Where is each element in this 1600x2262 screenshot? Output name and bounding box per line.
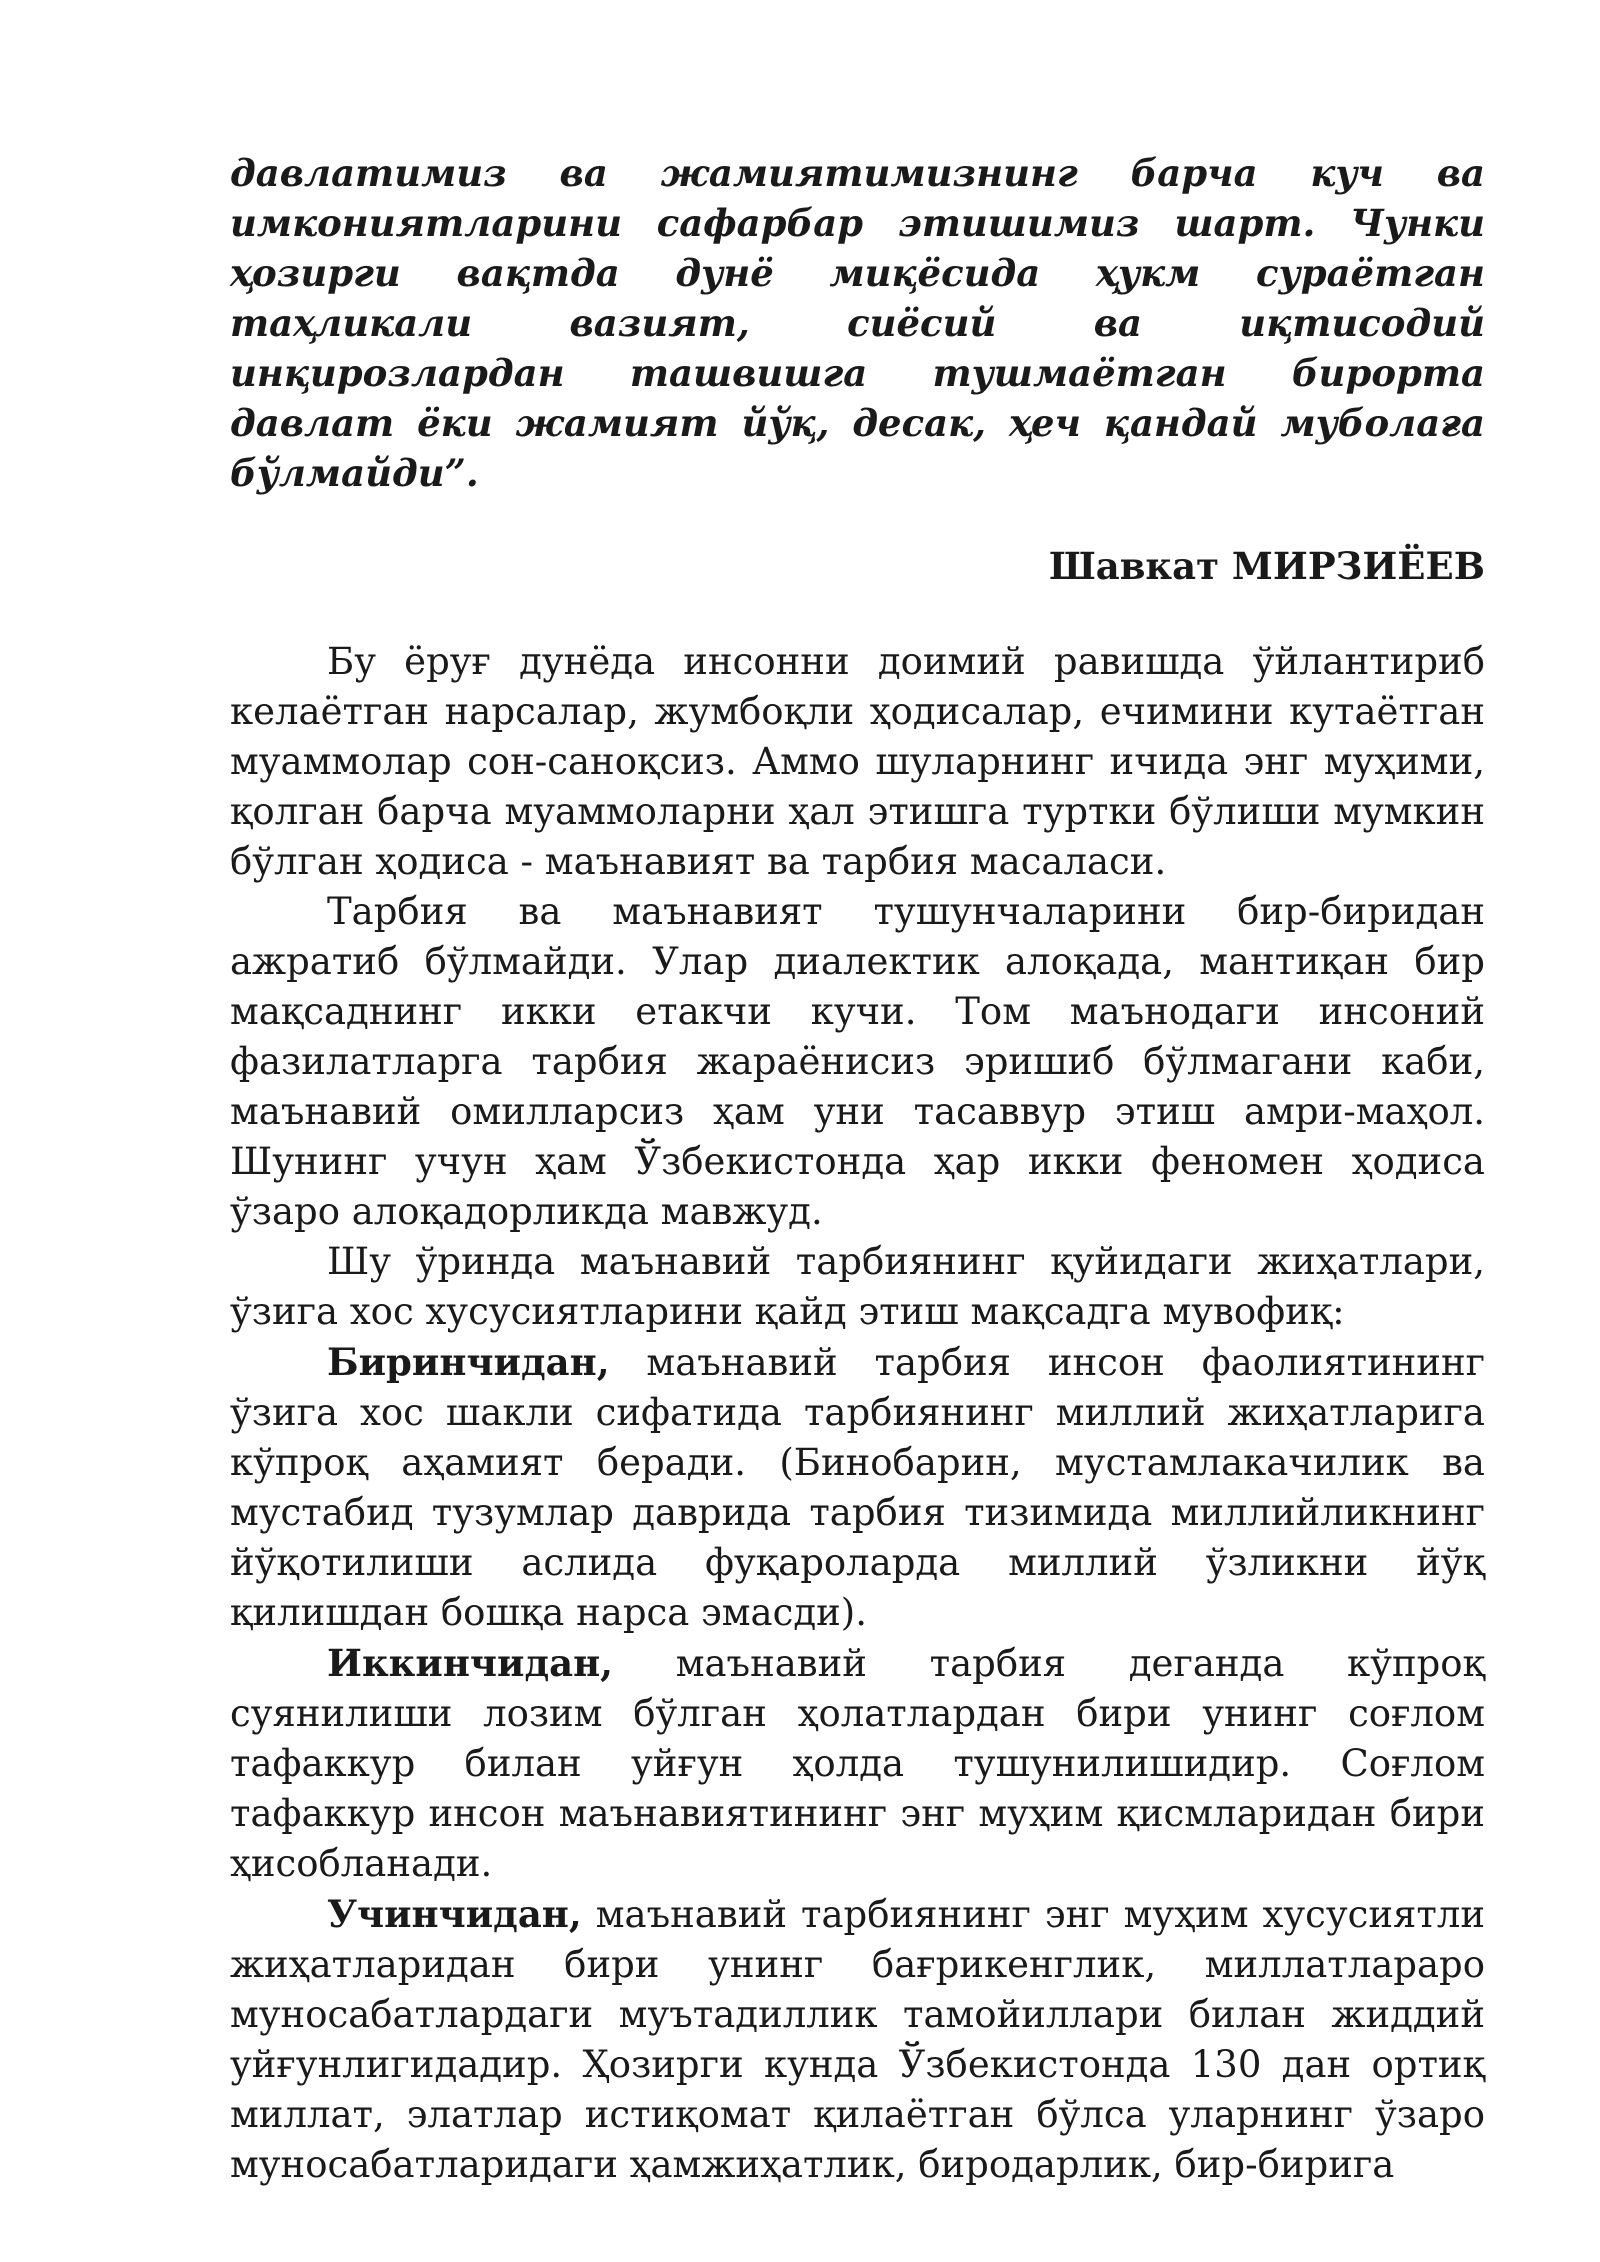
paragraph-text: маънавий тарбия деганда кўпроқ суянилиши лозим бўлган ҳолатлардан бири унинг соғлом тафаккур билан уйғун ҳолда тушунилишидир. Соғлом тафаккур инсон маънавиятининг энг муҳим қисмларидан бири ҳисобланади. (230, 1642, 1485, 1885)
paragraph-aspects-intro (230, 1237, 1485, 1337)
paragraph-lead-word: Биринчидан, (327, 1340, 610, 1384)
paragraph-text: маънавий тарбия инсон фаолиятининг ўзига хос шакли сифатида тарбиянинг миллий жиҳатларига кўпроқ аҳамият беради. (Бинобарин, мустамлакачилик ва мустабид тузумлар даврида тарбия тизимида миллийликнинг йўқотилиши аслида фуқароларда миллий ўзликни йўқ қилишдан бошқа нарса эмасди). (230, 1341, 1485, 1634)
paragraph-text: Шу ўринда маънавий тарбиянинг қуйидаги жиҳатлари, ўзига хос хусусиятларини қайд этиш мақсадга мувофиқ: (230, 1240, 1485, 1333)
paragraph-upbringing-spirituality (230, 887, 1485, 1237)
paragraph-first-point (230, 1337, 1485, 1638)
paragraph-lead-word: Иккинчидан, (327, 1641, 614, 1685)
paragraph-intro (230, 637, 1485, 887)
paragraph-third-point (230, 1889, 1485, 2190)
paragraph-text: Бу ёруғ дунёда инсонни доимий равишда ўйлантириб келаётган нарсалар, жумбоқли ҳодисалар, ечимини кутаётган муаммолар сон-саноқсиз. Аммо шуларнинг ичида энг муҳими, қолган барча муаммоларни ҳал этишга туртки бўлиши мумкин бўлган ҳодиса - маънавият ва тарбия масаласи. (230, 640, 1485, 883)
epigraph-author: Шавкат МИРЗИЁЕВ (1048, 544, 1485, 588)
paragraph-text: Тарбия ва маънавият тушунчаларини бир-биридан ажратиб бўлмайди. Улар диалектик алоқада, мантиқан бир мақсаднинг икки етакчи кучи. Том маънодаги инсоний фазилатларга тарбия жараёнисиз эришиб бўлмагани каби, маънавий омилларсиз ҳам уни тасаввур этиш амри-маҳол. Шунинг учун ҳам Ўзбекистонда ҳар икки феномен ҳодиса ўзаро алоқадорликда мавжуд. (230, 890, 1485, 1233)
epigraph-quote: давлатимиз ва жамиятимизнинг барча куч ва имкониятларини сафарбар этишимиз шарт. Чунки ҳозирги вақтда дунё миқёсида ҳукм сураётган таҳликали вазият, сиёсий ва иқтисодий инқирозлардан ташвишга тушмаётган бирорта давлат ёки жамият йўқ, десак, ҳеч қандай муболаға бўлмайди”. (230, 151, 1485, 495)
document-page (230, 148, 1485, 2190)
paragraph-text: маънавий тарбиянинг энг муҳим хусусиятли жиҳатларидан бири унинг бағрикенглик, миллатлараро муносабатлардаги муътадиллик тамойиллари билан жиддий уйғунлигидадир. Ҳозирги кунда Ўзбекистонда 130 дан ортиқ миллат, элатлар истиқомат қилаётган бўлса уларнинг ўзаро муносабатларидаги ҳамжиҳатлик, биродарлик, бир-бирига (230, 1893, 1485, 2186)
paragraph-second-point (230, 1638, 1485, 1889)
paragraph-lead-word: Учинчидан, (327, 1892, 582, 1936)
